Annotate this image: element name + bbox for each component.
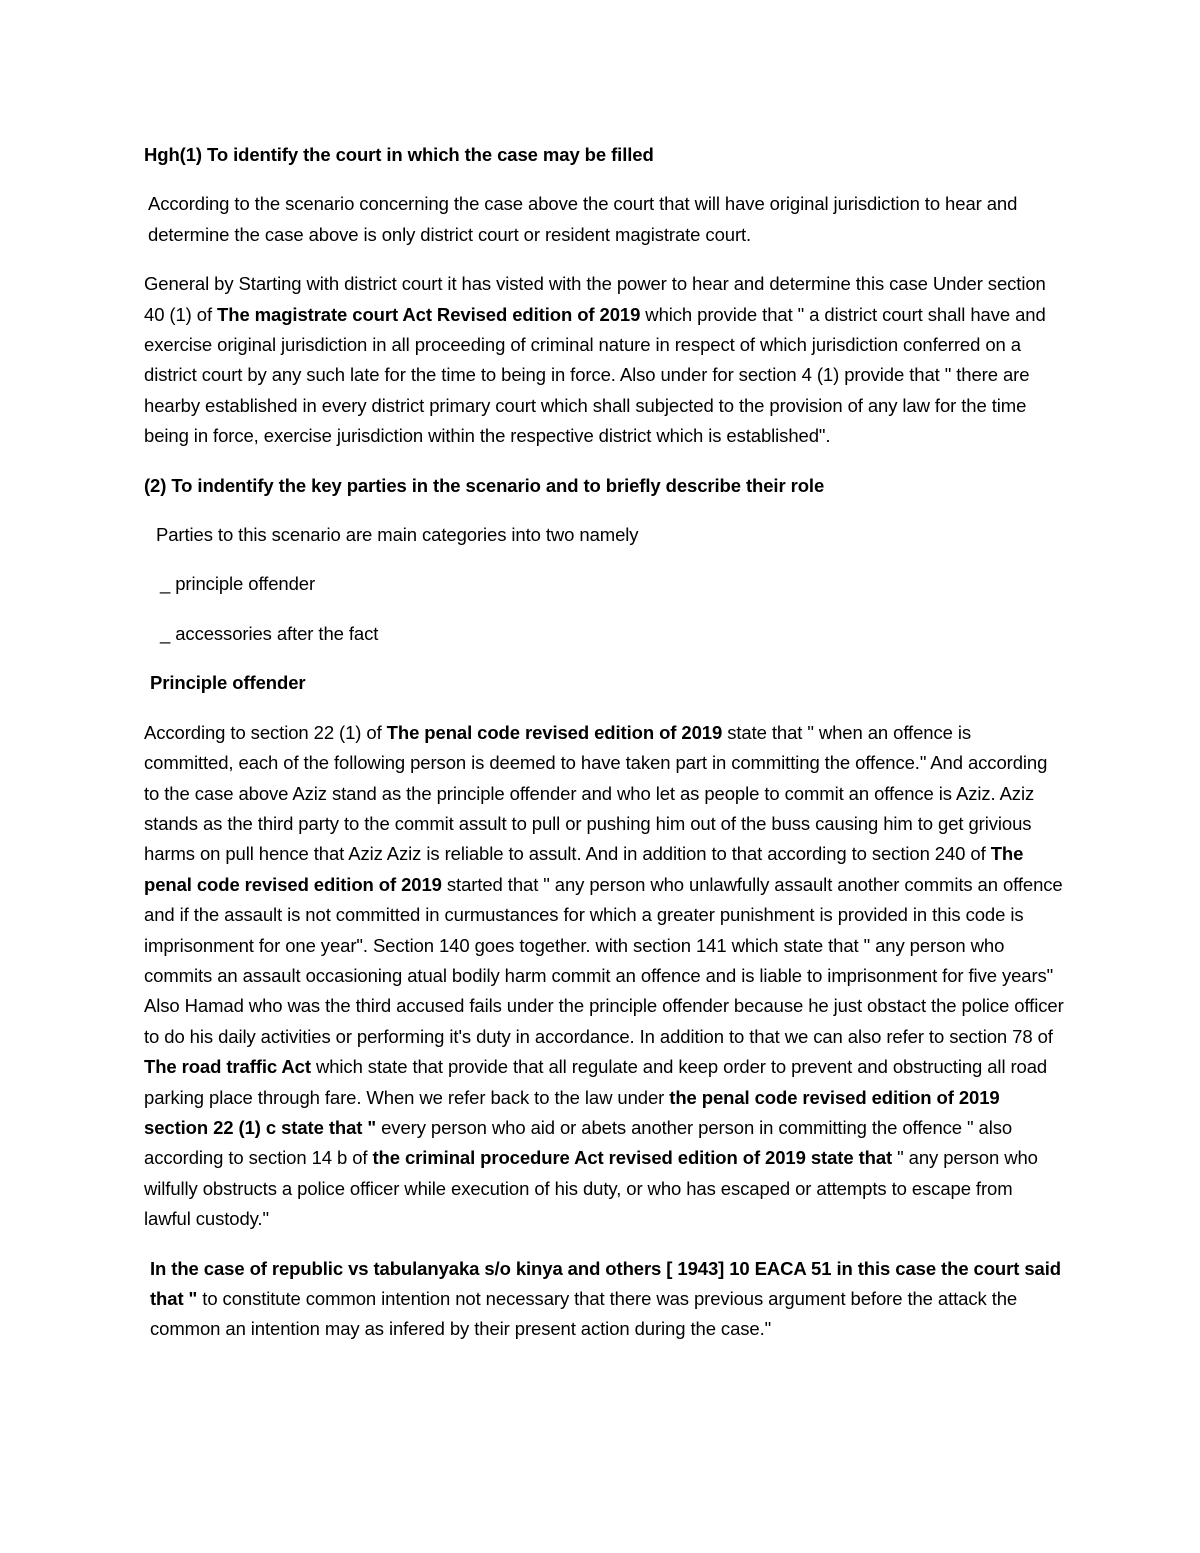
document-body	[144, 140, 1064, 1345]
list-item-principle-offender: _ principle offender	[160, 573, 316, 595]
list-item-accessories: _ accessories after the fact	[160, 622, 379, 644]
paragraph-parties-intro: Parties to this scenario are main categories into two namely	[156, 524, 639, 546]
paragraph-case-citation: In the case of republic vs tabulanyaka s/o kinya and others [ 1943] 10 EACA 51 in this case the court said that " to constitute common intention not necessary that there was previous argument before the attack the common an intention may as infered by their present action during the case."	[150, 1257, 1061, 1340]
paragraph-penal-code: According to section 22 (1) of The penal code revised edition of 2019 state that " when an offence is committed, each of the following person is deemed to have taken part in committing the offence." And according to the case above Aziz stand as the principle offender and who let as people to commit an offence is Aziz. Aziz stands as the third party to the commit assult to pull or pushing him out of the buss causing him to get grivious harms on pull hence that Aziz Aziz is reliable to assult. And in addition to that according to section 240 of The penal code revised edition of 2019 started that " any person who unlawfully assault another commits an offence and if the assault is not committed in curmustances for which a greater punishment is provided in this code is imprisonment for one year". Section 140 goes together. with section 141 which state that " any person who commits an assault occasioning atual bodily harm commit an offence and is liable to imprisonment for five years" Also Hamad who was the third accused fails under the principle offender because he just obstact the police officer to do his daily activities or performing it's duty in accordance. In addition to that we can also refer to section 78 of The road traffic Act which state that provide that all regulate and keep order to prevent and obstructing all road parking place through fare. When we refer back to the law under the penal code revised edition of 2019 section 22 (1) c state that " every person who aid or abets another person in committing the offence " also according to section 14 b of the criminal procedure Act revised edition of 2019 state that " any person who wilfully obstructs a police officer while execution of his duty, or who has escaped or attempts to escape from lawful custody."	[144, 721, 1064, 1230]
subheading-principle-offender: Principle offender	[150, 672, 306, 694]
heading-key-parties: (2) To indentify the key parties in the scenario and to briefly describe their role	[144, 474, 825, 496]
paragraph-jurisdiction: According to the scenario concerning the case above the court that will have original jurisdiction to hear and determine the case above is only district court or resident magistrate court.	[148, 193, 1018, 245]
paragraph-district-court: General by Starting with district court it has visted with the power to hear and determine this case Under section 40 (1) of The magistrate court Act Revised edition of 2019 which provide that " a district court shall have and exercise original jurisdiction in all proceeding of criminal nature in respect of which jurisdiction conferred on a district court by any such late for the time to being in force. Also under for section 4 (1) provide that " there are hearby established in every district primary court which shall subjected to the provision of any law for the time being in force, exercise jurisdiction within the respective district which is established".	[144, 273, 1046, 447]
heading-court-identification: Hgh(1) To identify the court in which the case may be filled	[144, 144, 654, 165]
